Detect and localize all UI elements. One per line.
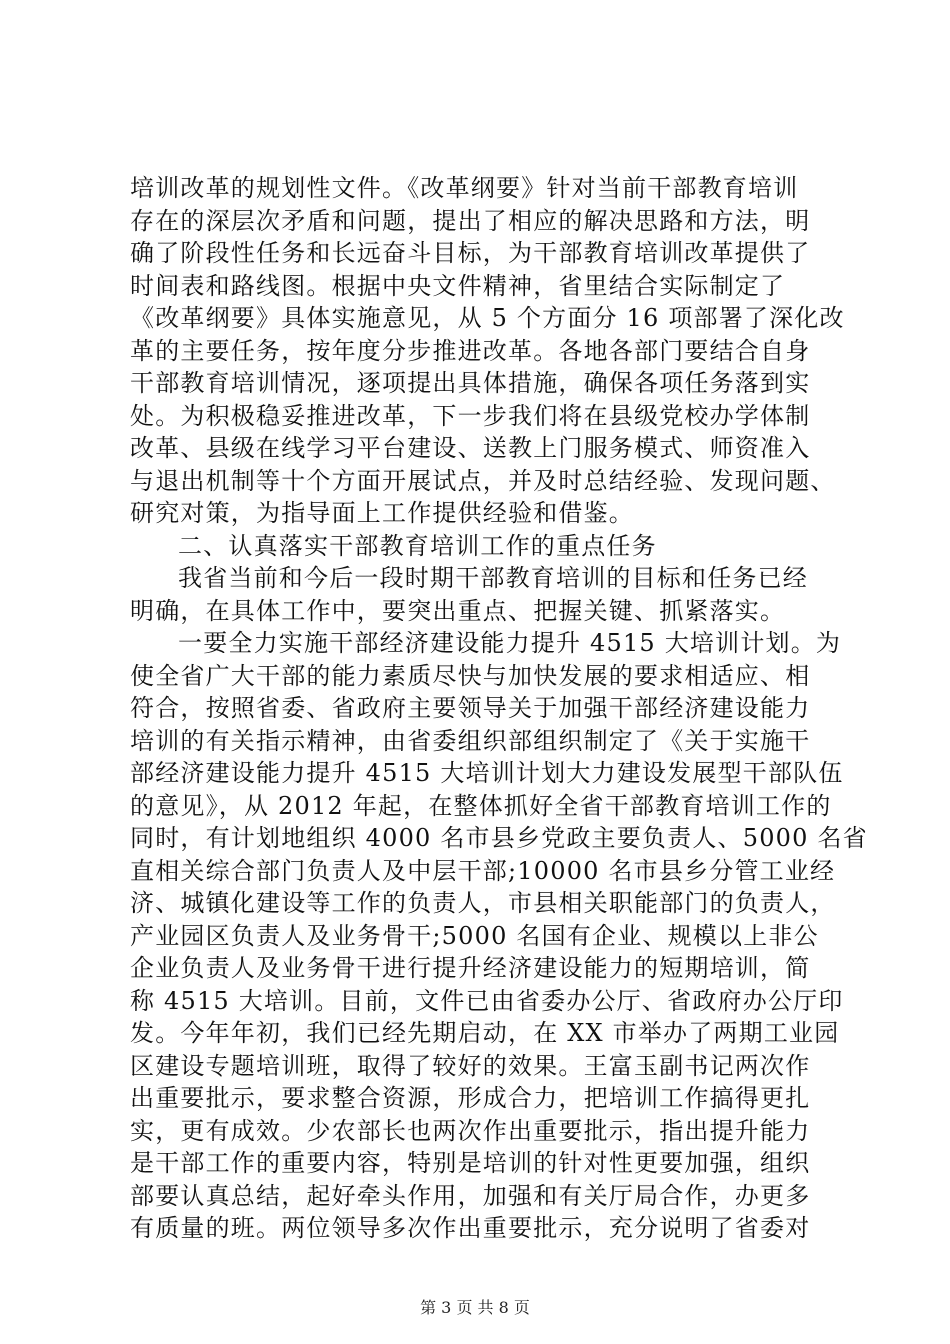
text-line: 出重要批示，要求整合资源，形成合力，把培训工作搞得更扎 <box>130 1084 811 1112</box>
text-line: 产业园区负责人及业务骨干;5000 名国有企业、规模以上非公 <box>130 921 819 950</box>
text-line: 区建设专题培训班，取得了较好的效果。王富玉副书记两次作 <box>130 1051 811 1080</box>
text-line: 直相关综合部门负责人及中层干部;10000 名市县乡分管工业经 <box>130 856 836 885</box>
text-line: 同时，有计划地组织 4000 名市县乡党政主要负责人、5000 名省 <box>130 824 868 852</box>
text-line: 时间表和路线图。根据中央文件精神，省里结合实际制定了 <box>130 271 786 300</box>
text-line: 干部教育培训情况，逐项提出具体措施，确保各项任务落到实 <box>130 369 811 397</box>
text-line: 称 4515 大培训。目前，文件已由省委办公厅、省政府办公厅印 <box>130 986 844 1015</box>
text-line: 革的主要任务，按年度分步推进改革。各地各部门要结合自身 <box>130 336 811 365</box>
page-footer: 第 3 页 共 8 页 <box>420 1298 530 1317</box>
text-line: 有质量的班。两位领导多次作出重要批示，充分说明了省委对 <box>130 1214 811 1242</box>
text-line: 二、认真落实干部教育培训工作的重点任务 <box>178 531 657 560</box>
text-line: 发。今年年初，我们已经先期启动，在 XX 市举办了两期工业园 <box>130 1019 840 1047</box>
text-line: 济、城镇化建设等工作的负责人，市县相关职能部门的负责人， <box>130 889 836 917</box>
text-line: 部要认真总结，起好牵头作用，加强和有关厅局合作，办更多 <box>130 1181 811 1210</box>
text-line: 存在的深层次矛盾和问题，提出了相应的解决思路和方法，明 <box>130 206 811 235</box>
text-line: 一要全力实施干部经济建设能力提升 4515 大培训计划。为 <box>178 629 842 657</box>
text-line: 企业负责人及业务骨干进行提升经济建设能力的短期培训，简 <box>130 954 811 982</box>
text-line: 处。为积极稳妥推进改革，下一步我们将在县级党校办学体制 <box>130 401 811 430</box>
body-text <box>130 172 868 1245</box>
text-line: 部经济建设能力提升 4515 大培训计划大力建设发展型干部队伍 <box>130 759 844 787</box>
text-line: 明确，在具体工作中，要突出重点、把握关键、抓紧落实。 <box>130 596 786 625</box>
text-line: 培训改革的规划性文件。《改革纲要》针对当前干部教育培训 <box>130 174 799 202</box>
text-line: 使全省广大干部的能力素质尽快与加快发展的要求相适应、相 <box>130 661 811 690</box>
text-line: 培训的有关指示精神，由省委组织部组织制定了《关于实施干 <box>130 726 811 755</box>
text-line: 的意见》，从 2012 年起，在整体抓好全省干部教育培训工作的 <box>130 791 832 820</box>
text-line: 《改革纲要》具体实施意见，从 5 个方面分 16 项部署了深化改 <box>130 304 845 332</box>
text-line: 与退出机制等十个方面开展试点，并及时总结经验、发现问题、 <box>130 466 836 495</box>
text-line: 符合，按照省委、省政府主要领导关于加强干部经济建设能力 <box>130 694 811 722</box>
text-line: 确了阶段性任务和长远奋斗目标，为干部教育培训改革提供了 <box>130 239 811 267</box>
text-line: 我省当前和今后一段时期干部教育培训的目标和任务已经 <box>178 564 808 592</box>
text-line: 改革、县级在线学习平台建设、送教上门服务模式、师资准入 <box>130 434 811 462</box>
text-line: 实，更有成效。少农部长也两次作出重要批示，指出提升能力 <box>130 1116 811 1145</box>
text-line: 是干部工作的重要内容，特别是培训的针对性更要加强，组织 <box>130 1149 811 1177</box>
text-line: 研究对策，为指导面上工作提供经验和借鉴。 <box>130 499 634 527</box>
